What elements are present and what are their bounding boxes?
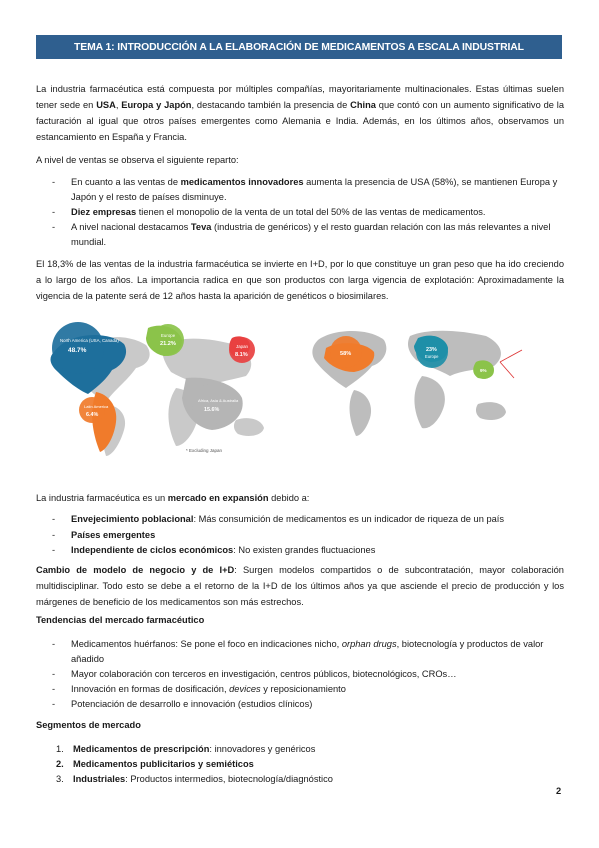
us-value: 58%: [340, 351, 352, 357]
jp-bubble: [229, 337, 255, 363]
jp-value: 8.1%: [235, 352, 248, 358]
jp-value: 9%: [480, 368, 487, 373]
pointer-line: [500, 350, 522, 362]
list-item: - Envejecimiento poblacional: Más consumición de medicamentos es un indicador de riqueza de un país: [52, 514, 505, 524]
eu-bubble: [152, 324, 184, 356]
list-item: - Innovación en formas de dosificación, devices y reposicionamiento: [52, 684, 346, 694]
other-bubble: [192, 384, 232, 424]
map-footnote: * Excluding Japan: [186, 448, 223, 453]
list-item: - Mayor colaboración con terceros en investigación, centros públicos, biotecnológicos, CROs…: [52, 669, 457, 679]
page-number: 2: [556, 786, 562, 796]
list-item: - A nivel nacional destacamos Teva (industria de genéricos) y el resto guardan relación con las más relevantes a nivel mundial.: [52, 222, 551, 247]
other-value: 15.6%: [204, 407, 220, 413]
la-label: Latin America: [84, 404, 109, 409]
la-bubble: [79, 397, 105, 423]
rd-paragraph: El 18,3% de las ventas de la industria farmacéutica se invierte en I+D, por lo que constituye un gran peso que ha ido creciendo a lo largo de los años. La importancia radica en que son productos con larga vigencia de explotación: Aproximadamente la vigencia de la patente será de 12 años hasta la aparición de genéticos o biosimilares.: [36, 259, 564, 301]
list-item: - Potenciación de desarrollo e innovación (estudios clínicos): [52, 699, 313, 709]
world-map-sales-by-region: [36, 310, 286, 460]
list-item: - Diez empresas tienen el monopolio de la venta de un total del 50% de las ventas de medicamentos.: [52, 207, 486, 217]
na-value: 48.7%: [68, 347, 87, 354]
jp-label: Japan: [236, 344, 248, 349]
list-item: - Medicamentos huérfanos: Se pone el foco en indicaciones nicho, orphan drugs, biotecnología y productos de valor añadido: [52, 639, 544, 664]
eu-value: 23%: [426, 347, 437, 353]
na-label: North America (USA, Canada): [60, 338, 119, 343]
list-item: 1. Medicamentos de prescripción: innovadores y genéricos: [56, 744, 316, 754]
cambio-paragraph: Cambio de modelo de negocio y de I+D: Surgen modelos compartidos o de subcontratación, mayor colaboración multidisciplinar. Todo esto se debe a el retorno de la I+D de los últimos años ya que asciende el precio de producción y los márgenes de beneficio de los medicamentos son más estrechos.: [36, 565, 564, 607]
list-item: - Independiente de ciclos económicos: No existen grandes fluctuaciones: [52, 545, 376, 555]
intro-paragraph: La industria farmacéutica está compuesta por múltiples compañías, mayoritariamente multinacionales. Estas últimas suelen tener sede en USA, Europa y Japón, destacando también la presencia de China que contó con un aumento significativo de la facturación al igual que otros países emergentes como Alemania e India. Además, en los últimos años, observamos un estancamiento en España y Francia.: [36, 84, 564, 142]
list-item: 2. Medicamentos publicitarios y semiéticos: [56, 759, 254, 769]
la-value: 6.4%: [86, 412, 99, 418]
ventas-intro: A nivel de ventas se observa el siguiente reparto:: [36, 155, 239, 165]
list-item: - En cuanto a las ventas de medicamentos innovadores aumenta la presencia de USA (58%), se mantienen Europa y Japón y el resto de países disminuye.: [52, 177, 558, 202]
pointer-line: [500, 362, 514, 378]
header-title: TEMA 1: INTRODUCCIÓN A LA ELABORACIÓN DE MEDICAMENTOS A ESCALA INDUSTRIAL: [74, 41, 524, 53]
other-label: Africa, Asia & Australia: [198, 398, 239, 403]
mercado-intro: La industria farmacéutica es un mercado en expansión debido a:: [36, 493, 310, 503]
world-map-innovative-sales: [300, 318, 536, 438]
eu-value: 21.2%: [160, 341, 176, 347]
tendencias-title: Tendencias del mercado farmacéutico: [36, 615, 205, 625]
eu-label: Europe: [425, 354, 439, 359]
segmentos-title: Segmentos de mercado: [36, 720, 141, 730]
eu-label: Europe: [161, 333, 176, 338]
list-item: - Países emergentes: [52, 530, 156, 540]
section-header: [36, 35, 562, 59]
list-item: 3. Industriales: Productos intermedios, biotecnología/diagnóstico: [56, 774, 333, 784]
